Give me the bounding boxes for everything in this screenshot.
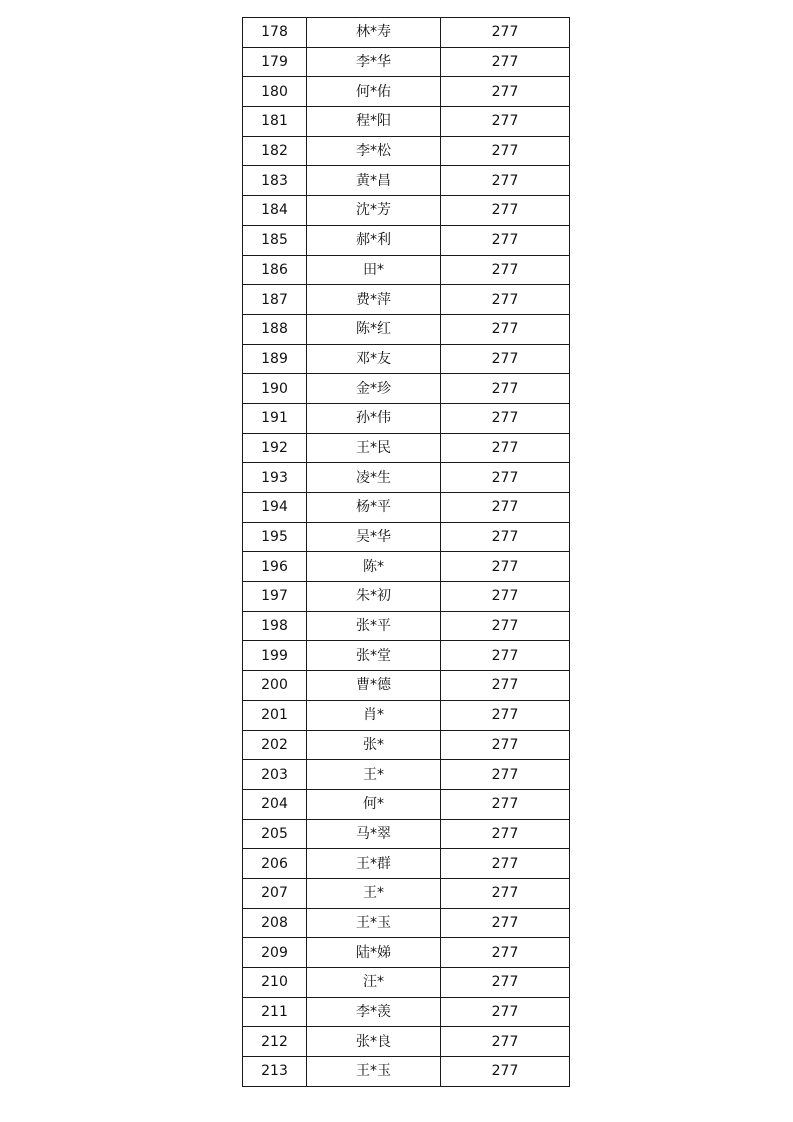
table-row [243,493,570,523]
row-number-cell: 184 [243,196,307,226]
table-row [243,730,570,760]
amount-cell: 277 [441,700,570,730]
name-cell: 费*萍 [307,285,441,315]
name-cell: 杨*平 [307,493,441,523]
name-cell: 陈* [307,552,441,582]
table-row [243,314,570,344]
table-row [243,18,570,48]
name-cell: 沈*芳 [307,196,441,226]
table-row [243,225,570,255]
name-cell: 程*阳 [307,107,441,137]
name-cell: 李*华 [307,47,441,77]
amount-cell: 277 [441,136,570,166]
amount-cell: 277 [441,225,570,255]
roster-table-body [243,18,570,1087]
row-number-cell: 209 [243,938,307,968]
table-row [243,908,570,938]
amount-cell: 277 [441,819,570,849]
amount-cell: 277 [441,908,570,938]
name-cell: 孙*伟 [307,403,441,433]
name-cell: 林*寿 [307,18,441,48]
table-row [243,1057,570,1087]
amount-cell: 277 [441,611,570,641]
row-number-cell: 199 [243,641,307,671]
table-row [243,819,570,849]
name-cell: 张*平 [307,611,441,641]
name-cell: 李*羡 [307,997,441,1027]
name-cell: 张*堂 [307,641,441,671]
row-number-cell: 198 [243,611,307,641]
row-number-cell: 213 [243,1057,307,1087]
name-cell: 王*玉 [307,908,441,938]
roster-table [242,17,570,1087]
amount-cell: 277 [441,374,570,404]
table-row [243,582,570,612]
amount-cell: 277 [441,730,570,760]
row-number-cell: 200 [243,671,307,701]
name-cell: 曹*德 [307,671,441,701]
amount-cell: 277 [441,582,570,612]
row-number-cell: 212 [243,1027,307,1057]
row-number-cell: 203 [243,760,307,790]
row-number-cell: 179 [243,47,307,77]
row-number-cell: 195 [243,522,307,552]
name-cell: 凌*生 [307,463,441,493]
table-row [243,344,570,374]
row-number-cell: 204 [243,789,307,819]
amount-cell: 277 [441,1057,570,1087]
name-cell: 李*松 [307,136,441,166]
table-row [243,255,570,285]
row-number-cell: 197 [243,582,307,612]
amount-cell: 277 [441,463,570,493]
row-number-cell: 194 [243,493,307,523]
amount-cell: 277 [441,344,570,374]
row-number-cell: 192 [243,433,307,463]
amount-cell: 277 [441,166,570,196]
amount-cell: 277 [441,493,570,523]
amount-cell: 277 [441,849,570,879]
name-cell: 王*玉 [307,1057,441,1087]
amount-cell: 277 [441,641,570,671]
name-cell: 何* [307,789,441,819]
amount-cell: 277 [441,968,570,998]
name-cell: 金*珍 [307,374,441,404]
name-cell: 王*民 [307,433,441,463]
amount-cell: 277 [441,255,570,285]
row-number-cell: 189 [243,344,307,374]
table-row [243,878,570,908]
row-number-cell: 210 [243,968,307,998]
name-cell: 田* [307,255,441,285]
name-cell: 邓*友 [307,344,441,374]
row-number-cell: 206 [243,849,307,879]
amount-cell: 277 [441,760,570,790]
amount-cell: 277 [441,77,570,107]
row-number-cell: 188 [243,314,307,344]
row-number-cell: 211 [243,997,307,1027]
table-row [243,760,570,790]
table-row [243,671,570,701]
name-cell: 肖* [307,700,441,730]
name-cell: 王* [307,760,441,790]
table-row [243,1027,570,1057]
name-cell: 郝*利 [307,225,441,255]
amount-cell: 277 [441,1027,570,1057]
table-row [243,997,570,1027]
amount-cell: 277 [441,938,570,968]
amount-cell: 277 [441,522,570,552]
table-row [243,552,570,582]
amount-cell: 277 [441,47,570,77]
amount-cell: 277 [441,314,570,344]
table-row [243,611,570,641]
row-number-cell: 183 [243,166,307,196]
row-number-cell: 181 [243,107,307,137]
row-number-cell: 207 [243,878,307,908]
row-number-cell: 208 [243,908,307,938]
table-row [243,403,570,433]
row-number-cell: 182 [243,136,307,166]
name-cell: 张*良 [307,1027,441,1057]
table-row [243,166,570,196]
amount-cell: 277 [441,18,570,48]
table-row [243,700,570,730]
table-row [243,136,570,166]
amount-cell: 277 [441,196,570,226]
amount-cell: 277 [441,997,570,1027]
amount-cell: 277 [441,107,570,137]
table-row [243,641,570,671]
table-row [243,938,570,968]
table-row [243,196,570,226]
table-row [243,374,570,404]
table-row [243,107,570,137]
row-number-cell: 202 [243,730,307,760]
name-cell: 何*佑 [307,77,441,107]
table-row [243,849,570,879]
row-number-cell: 205 [243,819,307,849]
name-cell: 王*群 [307,849,441,879]
row-number-cell: 186 [243,255,307,285]
table-row [243,463,570,493]
amount-cell: 277 [441,789,570,819]
row-number-cell: 201 [243,700,307,730]
row-number-cell: 178 [243,18,307,48]
name-cell: 陆*娣 [307,938,441,968]
amount-cell: 277 [441,285,570,315]
row-number-cell: 185 [243,225,307,255]
table-row [243,47,570,77]
row-number-cell: 180 [243,77,307,107]
name-cell: 吴*华 [307,522,441,552]
table-row [243,968,570,998]
name-cell: 陈*红 [307,314,441,344]
name-cell: 黄*昌 [307,166,441,196]
row-number-cell: 196 [243,552,307,582]
table-row [243,285,570,315]
name-cell: 张* [307,730,441,760]
row-number-cell: 187 [243,285,307,315]
row-number-cell: 191 [243,403,307,433]
row-number-cell: 190 [243,374,307,404]
table-row [243,522,570,552]
amount-cell: 277 [441,671,570,701]
table-row [243,77,570,107]
table-row [243,433,570,463]
amount-cell: 277 [441,878,570,908]
name-cell: 王* [307,878,441,908]
name-cell: 汪* [307,968,441,998]
amount-cell: 277 [441,403,570,433]
amount-cell: 277 [441,552,570,582]
row-number-cell: 193 [243,463,307,493]
table-row [243,789,570,819]
amount-cell: 277 [441,433,570,463]
name-cell: 朱*初 [307,582,441,612]
name-cell: 马*翠 [307,819,441,849]
